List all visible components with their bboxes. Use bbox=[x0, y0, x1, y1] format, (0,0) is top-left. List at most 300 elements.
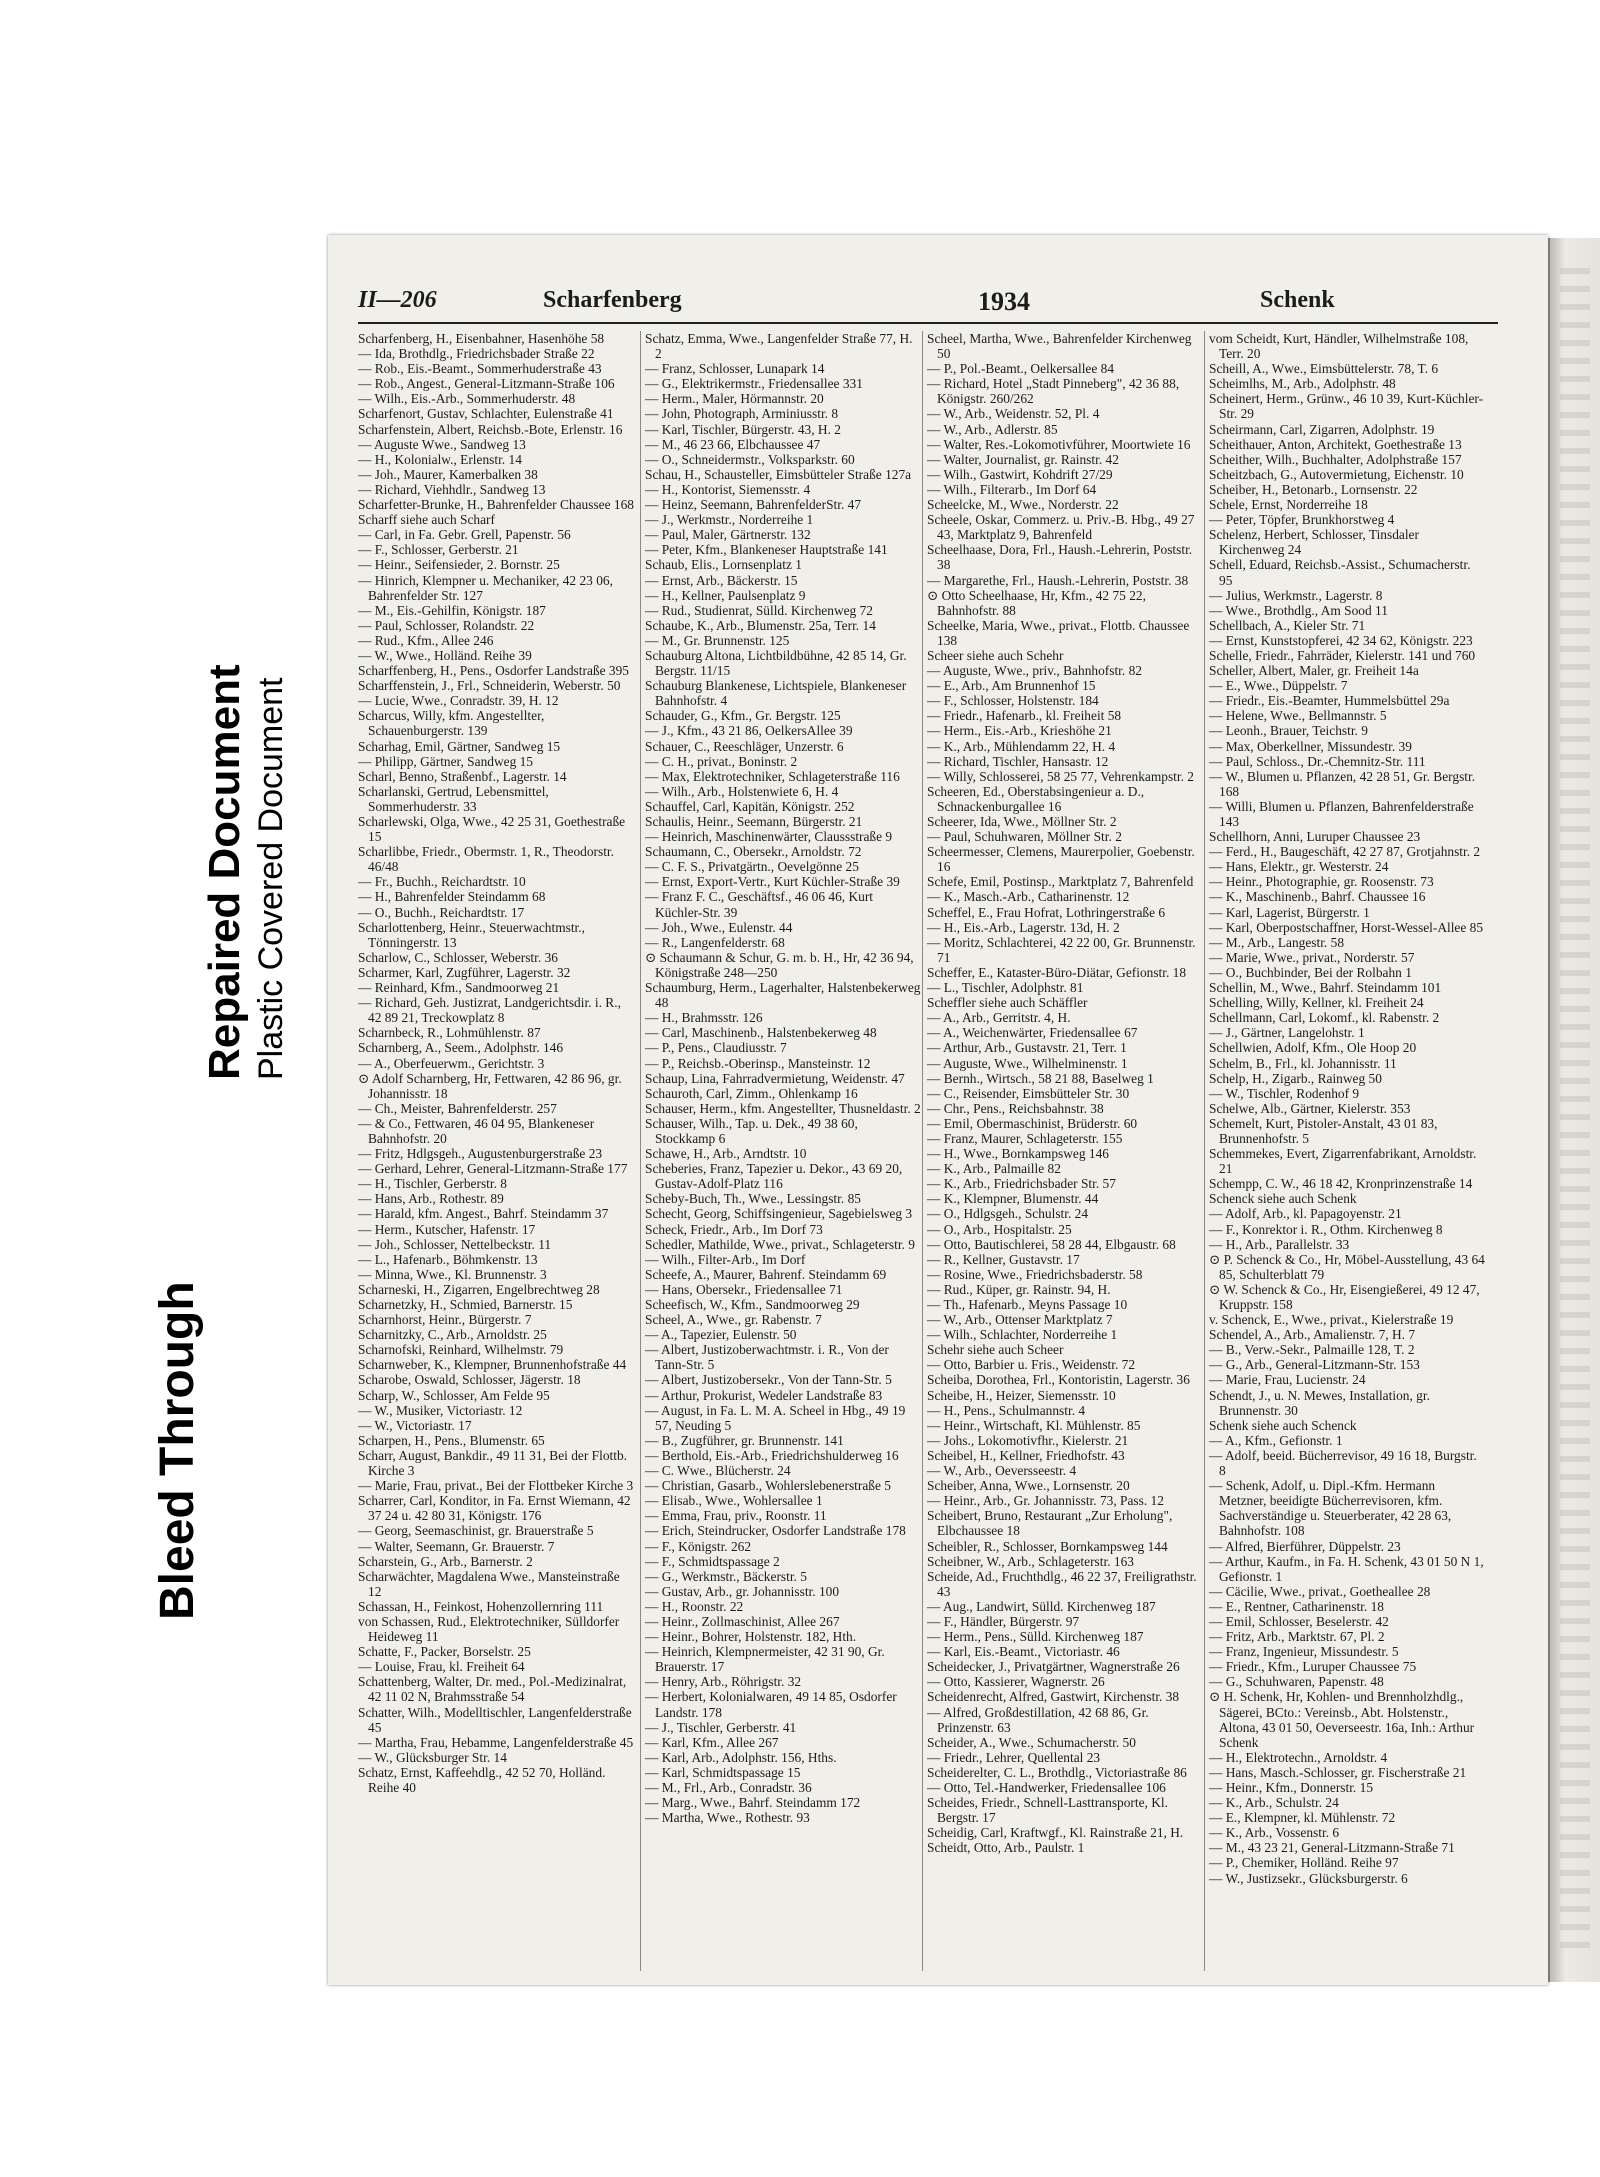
directory-entry: — Julius, Werkmstr., Lagerstr. 8 bbox=[1209, 587, 1383, 603]
directory-entry: — Emil, Schlosser, Beselerstr. 42 bbox=[1209, 1613, 1389, 1629]
directory-entry: Scharfenberg, H., Eisenbahner, Hasenhöhe 58 bbox=[358, 331, 605, 346]
directory-entry: Scheibler, R., Schlosser, Bornkampsweg 144 bbox=[927, 1538, 1168, 1554]
directory-entry: — Reinhard, Kfm., Sandmoorweg 21 bbox=[358, 980, 560, 996]
directory-entry: — A., Arb., Gerritstr. 4, H. bbox=[927, 1010, 1071, 1026]
directory-entry: ⊙ Schaumann & Schur, G. m. b. H., Hr, 42 36 94, Königstraße 248—250 bbox=[645, 949, 914, 980]
directory-entry: — & Co., Fettwaren, 46 04 95, Blankeneser Bahnhofstr. 20 bbox=[358, 1115, 595, 1146]
directory-entry: — Ernst, Export-Vertr., Kurt Küchler-Straße 39 bbox=[645, 874, 900, 890]
directory-entry: Scheck, Friedr., Arb., Im Dorf 73 bbox=[645, 1221, 823, 1237]
directory-entry: Schellhorn, Anni, Luruper Chaussee 23 bbox=[1209, 829, 1421, 845]
directory-entry: — C. Wwe., Blücherstr. 24 bbox=[645, 1463, 791, 1479]
directory-entry: Schemmekes, Evert, Zigarrenfabrikant, Arnoldstr. 21 bbox=[1209, 1146, 1477, 1177]
directory-entry: Scharlewski, Olga, Wwe., 42 25 31, Goethestraße 15 bbox=[358, 814, 626, 845]
directory-entry: — Martha, Frau, Hebamme, Langenfelderstraße 45 bbox=[358, 1734, 634, 1750]
directory-entry: — Hans, Obersekr., Friedensallee 71 bbox=[645, 1281, 843, 1297]
directory-entry: — W., Arb., Weidenstr. 52, Pl. 4 bbox=[927, 406, 1100, 422]
directory-entry: Scheelcke, M., Wwe., Norderstr. 22 bbox=[927, 497, 1119, 513]
directory-entry: — Bernh., Wirtsch., 58 21 88, Baselweg 1 bbox=[927, 1070, 1154, 1086]
directory-entry: — Marie, Frau, privat., Bei der Flottbeker Kirche 3 bbox=[358, 1478, 634, 1494]
directory-entry: v. Schenck, E., Wwe., privat., Kielerstraße 19 bbox=[1209, 1312, 1454, 1328]
directory-entry: — Rud., Kfm., Allee 246 bbox=[358, 632, 494, 648]
directory-entry: — O., Schneidermstr., Volksparkstr. 60 bbox=[645, 451, 855, 467]
directory-entry: Scheinert, Herm., Grünw., 46 10 39, Kurt-Küchler-Str. 29 bbox=[1209, 391, 1484, 422]
directory-entry: — Willi, Blumen u. Pflanzen, Bahrenfelderstraße 143 bbox=[1209, 798, 1474, 829]
directory-entry: — Fritz, Hdlgsgeh., Augustenburgerstraße 23 bbox=[358, 1146, 603, 1162]
directory-entry: — Adolf, Arb., kl. Papagoyenstr. 21 bbox=[1209, 1206, 1402, 1222]
directory-entry: — P., Pens., Claudiusstr. 7 bbox=[645, 1040, 787, 1056]
directory-entry: — Rud., Küper, gr. Rainstr. 94, H. bbox=[927, 1281, 1111, 1297]
directory-entry: — Wilh., Eis.-Arb., Sommerhuderstr. 48 bbox=[358, 391, 576, 407]
directory-entry: — Karl, Kfm., Allee 267 bbox=[645, 1734, 779, 1750]
directory-entry: Scheffer, E., Kataster-Büro-Diätar, Gefionstr. 18 bbox=[927, 964, 1187, 980]
directory-entry: Scheele, Oskar, Commerz. u. Priv.-B. Hbg., 49 27 43, Marktplatz 9, Bahrenfeld bbox=[927, 512, 1195, 543]
directory-entry: Scharff siehe auch Scharf bbox=[358, 512, 495, 528]
directory-entry: Scharnitzky, C., Arb., Arnoldstr. 25 bbox=[358, 1327, 547, 1343]
directory-entry: — Herm., Pens., Sülld. Kirchenweg 187 bbox=[927, 1629, 1144, 1645]
directory-entry: — E., Rentner, Catharinenstr. 18 bbox=[1209, 1598, 1384, 1614]
directory-entry: Scheimlhs, M., Arb., Adolphstr. 48 bbox=[1209, 376, 1396, 392]
directory-entry: Schaub, Elis., Lornsenplatz 1 bbox=[645, 557, 802, 573]
directory-entry: Schattenberg, Walter, Dr. med., Pol.-Medizinalrat, 42 11 02 N, Brahmsstraße 54 bbox=[358, 1674, 627, 1705]
directory-entry: Scheides, Friedr., Schnell-Lasttransporte, Kl. Bergstr. 17 bbox=[927, 1795, 1168, 1826]
directory-entry: — Richard, Geh. Justizrat, Landgerichtsdir. i. R., 42 89 21, Treckowplatz 8 bbox=[358, 995, 621, 1026]
header-rule bbox=[358, 322, 1498, 324]
directory-entry: — F., Konrektor i. R., Othm. Kirchenweg 8 bbox=[1209, 1221, 1443, 1237]
directory-entry: Scheill, A., Wwe., Eimsbüttelerstr. 78, T. 6 bbox=[1209, 361, 1439, 377]
directory-entry: — Heinr., Zollmaschinist, Allee 267 bbox=[645, 1613, 840, 1629]
directory-entry: vom Scheidt, Kurt, Händler, Wilhelmstraße 108, Terr. 20 bbox=[1209, 331, 1469, 362]
directory-entry: Scharwächter, Magdalena Wwe., Mansteinstraße 12 bbox=[358, 1568, 620, 1599]
directory-entry: — Peter, Kfm., Blankeneser Hauptstraße 141 bbox=[645, 542, 888, 558]
side-labels bbox=[150, 664, 310, 1680]
directory-entry: — Paul, Schlosser, Rolandstr. 22 bbox=[358, 617, 535, 633]
directory-entry: Scharfetter-Brunke, H., Bahrenfelder Chaussee 168 bbox=[358, 497, 634, 513]
directory-entry: Schatter, Wilh., Modelltischler, Langenfelderstraße 45 bbox=[358, 1704, 632, 1735]
directory-entry: — M., 43 23 21, General-Litzmann-Straße 71 bbox=[1209, 1840, 1455, 1856]
bleed-through-label: Bleed Through bbox=[151, 1281, 204, 1620]
directory-entry: Schemelt, Kurt, Pistoler-Anstalt, 43 01 83, Brunnenhofstr. 5 bbox=[1209, 1115, 1438, 1146]
directory-entry: — O., Hdlgsgeh., Schulstr. 24 bbox=[927, 1206, 1089, 1222]
directory-entry: — G., Arb., General-Litzmann-Str. 153 bbox=[1209, 1357, 1420, 1373]
directory-entry: — Cäcilie, Wwe., privat., Goetheallee 28 bbox=[1209, 1583, 1431, 1599]
directory-entry: Scheerer, Ida, Wwe., Möllner Str. 2 bbox=[927, 814, 1117, 829]
directory-entry: — F., Schlosser, Holstenstr. 184 bbox=[927, 693, 1099, 709]
directory-entry: Schaup, Lina, Fahrradvermietung, Weidenstr. 47 bbox=[645, 1070, 905, 1086]
directory-entry: — L., Hafenarb., Böhmkenstr. 13 bbox=[358, 1251, 538, 1267]
directory-entry: — Friedr., Eis.-Beamter, Hummelsbüttel 29a bbox=[1209, 693, 1450, 709]
directory-entry: Schellmann, Carl, Lokomf., kl. Rabenstr. 2 bbox=[1209, 1010, 1440, 1026]
directory-entry: Schauer, C., Reeschläger, Unzerstr. 6 bbox=[645, 738, 844, 754]
header-first-word: Scharfenberg bbox=[543, 287, 682, 313]
directory-entry: — Heinr., Arb., Gr. Johannisstr. 73, Pass. 12 bbox=[927, 1493, 1164, 1509]
header-last-word: Schenk bbox=[1260, 287, 1335, 313]
directory-entry: Schempp, C. W., 46 18 42, Kronprinzenstraße 14 bbox=[1209, 1176, 1473, 1192]
column-2 bbox=[640, 331, 921, 1971]
directory-entry: — Wilh., Arb., Holstenwiete 6, H. 4 bbox=[645, 783, 839, 799]
directory-entry: — Margarethe, Frl., Haush.-Lehrerin, Poststr. 38 bbox=[927, 572, 1189, 588]
directory-entry: — P., Reichsb.-Oberinsp., Mansteinstr. 12 bbox=[645, 1055, 871, 1071]
directory-entry: — Ch., Meister, Bahrenfelderstr. 257 bbox=[358, 1100, 557, 1116]
directory-entry: — Franz, Maurer, Schlageterstr. 155 bbox=[927, 1130, 1123, 1146]
directory-entry: Schatz, Ernst, Kaffeehdlg., 42 52 70, Holländ. Reihe 40 bbox=[358, 1764, 606, 1795]
directory-entry: Scheitzbach, G., Autovermietung, Eichenstr. 10 bbox=[1209, 466, 1464, 482]
directory-entry: Scheelke, Maria, Wwe., privat., Flottb. Chaussee 138 bbox=[927, 617, 1190, 648]
directory-entry: — Carl, in Fa. Gebr. Grell, Papenstr. 56 bbox=[358, 527, 571, 543]
directory-entry: Scheer siehe auch Schehr bbox=[927, 647, 1064, 663]
directory-entry: — F., Händler, Bürgerstr. 97 bbox=[927, 1613, 1080, 1629]
directory-entry: — Walter, Res.-Lokomotivführer, Moortwiete 16 bbox=[927, 436, 1191, 452]
directory-entry: Schehr siehe auch Scheer bbox=[927, 1342, 1064, 1358]
directory-entry: — Wilh., Filterarb., Im Dorf 64 bbox=[927, 481, 1097, 497]
directory-entry: Scheermesser, Clemens, Maurerpolier, Goebenstr. 16 bbox=[927, 844, 1195, 875]
directory-entry: ⊙ W. Schenck & Co., Hr, Eisengießerei, 49 12 47, Kruppstr. 158 bbox=[1209, 1281, 1480, 1312]
directory-entry: — W., Arb., Adlerstr. 85 bbox=[927, 421, 1058, 437]
page-header bbox=[358, 287, 1498, 325]
directory-entry: — F., Schlosser, Gerberstr. 21 bbox=[358, 542, 519, 558]
directory-entry: — Max, Oberkellner, Missundestr. 39 bbox=[1209, 738, 1412, 754]
directory-entry: — B., Zugführer, gr. Brunnenstr. 141 bbox=[645, 1432, 844, 1448]
directory-entry: Scharl, Benno, Straßenbf., Lagerstr. 14 bbox=[358, 768, 567, 784]
directory-entry: Scharnberg, A., Seem., Adolphstr. 146 bbox=[358, 1040, 564, 1056]
directory-entry: Scheefe, A., Maurer, Bahrenf. Steindamm 69 bbox=[645, 1266, 887, 1282]
directory-entry: Schaumann, C., Obersekr., Arnoldstr. 72 bbox=[645, 844, 862, 860]
directory-entry: Scharnweber, K., Klempner, Brunnenhofstraße 44 bbox=[358, 1357, 627, 1373]
directory-entry: Scheidt, Otto, Arb., Paulstr. 1 bbox=[927, 1840, 1085, 1856]
column-1 bbox=[358, 331, 634, 1971]
directory-entry: — C. H., privat., Boninstr. 2 bbox=[645, 753, 798, 769]
directory-entry: von Schassen, Rud., Elektrotechniker, Sülldorfer Heideweg 11 bbox=[358, 1613, 620, 1645]
directory-entry: Scharrer, Carl, Konditor, in Fa. Ernst Wiemann, 42 37 24 u. 42 80 31, Königstr. 176 bbox=[358, 1493, 631, 1524]
directory-entry: — Karl, Lagerist, Bürgerstr. 1 bbox=[1209, 904, 1370, 920]
directory-entry: — W., Wwe., Holländ. Reihe 39 bbox=[358, 647, 532, 663]
directory-entry: Schaube, K., Arb., Blumenstr. 25a, Terr. 14 bbox=[645, 617, 876, 633]
directory-entry: — W., Arb., Ottenser Marktplatz 7 bbox=[927, 1312, 1113, 1328]
directory-page bbox=[328, 235, 1548, 1985]
directory-entry: — Hans, Elektr., gr. Westerstr. 24 bbox=[1209, 859, 1389, 875]
directory-entry: — Alfred, Großdestillation, 42 68 86, Gr. Prinzenstr. 63 bbox=[927, 1704, 1149, 1735]
directory-entry: Scharmer, Karl, Zugführer, Lagerstr. 32 bbox=[358, 964, 571, 980]
directory-entry: — Philipp, Gärtner, Sandweg 15 bbox=[358, 753, 534, 769]
directory-entry: Scharobe, Oswald, Schlosser, Jägerstr. 18 bbox=[358, 1372, 581, 1388]
directory-entry: — Helene, Wwe., Bellmannstr. 5 bbox=[1209, 708, 1387, 724]
directory-entry: Schelm, B., Frl., kl. Johannisstr. 11 bbox=[1209, 1055, 1397, 1071]
directory-entry: — R., Langenfelderstr. 68 bbox=[645, 934, 785, 950]
directory-entry: ⊙ H. Schenk, Hr, Kohlen- und Brennholzhdlg., Sägerei, BCto.: Vereinsb., Abt. Holstenstr., Altona, 43 01 50, Oeverseestr. 16a, Inh.: Arthur Schenk bbox=[1209, 1689, 1475, 1750]
directory-entry: Scharnofski, Reinhard, Wilhelmstr. 79 bbox=[358, 1342, 564, 1358]
directory-entry: Scharp, W., Schlosser, Am Felde 95 bbox=[358, 1387, 550, 1403]
directory-entry: — Arthur, Arb., Gustavstr. 21, Terr. 1 bbox=[927, 1040, 1127, 1056]
directory-entry: Schelle, Friedr., Fahrräder, Kielerstr. 141 und 760 bbox=[1209, 647, 1476, 663]
directory-entry: Scheller, Albert, Maler, gr. Freiheit 14a bbox=[1209, 663, 1419, 679]
directory-entry: — K., Arb., Friedrichsbader Str. 57 bbox=[927, 1176, 1116, 1192]
header-year: 1934 bbox=[978, 287, 1030, 316]
directory-entry: — K., Masch.-Arb., Catharinenstr. 12 bbox=[927, 889, 1130, 905]
directory-entry: — Ernst, Arb., Bäckerstr. 15 bbox=[645, 572, 798, 588]
directory-entry: Scheider, A., Wwe., Schumacherstr. 50 bbox=[927, 1734, 1136, 1750]
directory-entry: — M., Arb., Langestr. 58 bbox=[1209, 934, 1345, 950]
directory-entry: — Rob., Eis.-Beamt., Sommerhuderstraße 43 bbox=[358, 361, 602, 377]
directory-entry: — Richard, Hotel „Stadt Pinneberg", 42 36 88, Königstr. 260/262 bbox=[927, 376, 1180, 407]
directory-entry: — A., Tapezier, Eulenstr. 50 bbox=[645, 1327, 797, 1343]
directory-entry: Scheby-Buch, Th., Wwe., Lessingstr. 85 bbox=[645, 1191, 861, 1207]
directory-columns bbox=[358, 331, 1498, 1971]
directory-entry: Schaumburg, Herm., Lagerhalter, Halstenbekerweg 48 bbox=[645, 980, 921, 1011]
directory-entry: — H., Eis.-Arb., Lagerstr. 13d, H. 2 bbox=[927, 919, 1120, 935]
directory-entry: Schauder, G., Kfm., Gr. Bergstr. 125 bbox=[645, 708, 841, 724]
directory-entry: — L., Tischler, Adolphstr. 81 bbox=[927, 980, 1084, 996]
directory-entry: Schenck siehe auch Schenk bbox=[1209, 1191, 1357, 1207]
directory-entry: — Lucie, Wwe., Conradstr. 39, H. 12 bbox=[358, 693, 559, 709]
directory-entry: — Franz, Ingenieur, Missundestr. 5 bbox=[1209, 1644, 1399, 1660]
directory-entry: — Franz F. C., Geschäftsf., 46 06 46, Kurt Küchler-Str. 39 bbox=[645, 889, 874, 920]
directory-entry: — Rosine, Wwe., Friedrichsbaderstr. 58 bbox=[927, 1266, 1143, 1282]
directory-entry: — Emil, Obermaschinist, Brüderstr. 60 bbox=[927, 1115, 1138, 1131]
directory-entry: Scharnhorst, Heinr., Bürgerstr. 7 bbox=[358, 1312, 532, 1328]
directory-entry: Scheibner, W., Arb., Schlageterstr. 163 bbox=[927, 1553, 1134, 1569]
directory-entry: — Alfred, Bierführer, Düppelstr. 23 bbox=[1209, 1538, 1401, 1554]
directory-entry: Scheidig, Carl, Kraftwgf., Kl. Rainstraße 21, H. bbox=[927, 1825, 1184, 1841]
directory-entry: — G., Elektrikermstr., Friedensallee 331 bbox=[645, 376, 863, 392]
directory-entry: — Erich, Steindrucker, Osdorfer Landstraße 178 bbox=[645, 1523, 906, 1539]
directory-entry: — K., Arb., Vossenstr. 6 bbox=[1209, 1825, 1340, 1841]
directory-entry: Schatte, F., Packer, Borselstr. 25 bbox=[358, 1644, 531, 1660]
directory-entry: — Leonh., Brauer, Teichstr. 9 bbox=[1209, 723, 1368, 739]
directory-entry: ⊙ Otto Scheelhaase, Hr, Kfm., 42 75 22, Bahnhofstr. 88 bbox=[927, 587, 1146, 618]
directory-entry: Schauburg Altona, Lichtbildbühne, 42 85 14, Gr. Bergstr. 11/15 bbox=[645, 647, 907, 679]
directory-entry: — Richard, Viehhdlr., Sandweg 13 bbox=[358, 481, 546, 497]
directory-entry: — Herm., Maler, Hörmannstr. 20 bbox=[645, 391, 824, 407]
directory-entry: — Martha, Wwe., Rothestr. 93 bbox=[645, 1810, 810, 1826]
directory-entry: Scharlibbe, Friedr., Obermstr. 1, R., Theodorstr. 46/48 bbox=[358, 844, 615, 875]
directory-entry: Schendel, A., Arb., Amalienstr. 7, H. 7 bbox=[1209, 1327, 1416, 1343]
directory-entry: Schellbach, A., Kieler Str. 71 bbox=[1209, 617, 1366, 633]
directory-entry: — Karl, Eis.-Beamt., Victoriastr. 46 bbox=[927, 1644, 1120, 1660]
directory-entry: Scheelhaase, Dora, Frl., Haush.-Lehrerin, Poststr. 38 bbox=[927, 542, 1193, 573]
directory-entry: — Auguste, Wwe., priv., Bahnhofstr. 82 bbox=[927, 663, 1142, 679]
directory-entry: — Elisab., Wwe., Wohlersallee 1 bbox=[645, 1493, 823, 1509]
directory-entry: Scharcus, Willy, kfm. Angestellter, Schauenburgerstr. 139 bbox=[358, 708, 545, 739]
directory-entry: Schauser, Herm., kfm. Angestellter, Thusneldastr. 2 bbox=[645, 1100, 921, 1116]
directory-entry: Schau, H., Schausteller, Eimsbütteler Straße 127a bbox=[645, 466, 912, 482]
directory-entry: — Paul, Schuhwaren, Möllner Str. 2 bbox=[927, 829, 1122, 845]
directory-entry: — A., Oberfeuerwm., Gerichtstr. 3 bbox=[358, 1055, 545, 1071]
directory-entry: — Gerhard, Lehrer, General-Litzmann-Straße 177 bbox=[358, 1161, 628, 1177]
directory-entry: Scheel, A., Wwe., gr. Rabenstr. 7 bbox=[645, 1312, 822, 1328]
directory-entry: — Heinr., Wirtschaft, Kl. Mühlenstr. 85 bbox=[927, 1417, 1141, 1433]
directory-entry: — Herbert, Kolonialwaren, 49 14 85, Osdorfer Landstr. 178 bbox=[645, 1689, 897, 1720]
directory-entry: — Auguste Wwe., Sandweg 13 bbox=[358, 436, 526, 452]
directory-entry: — Ida, Brothdlg., Friedrichsbader Straße 22 bbox=[358, 346, 595, 362]
directory-entry: Scharneski, H., Zigarren, Engelbrechtweg 28 bbox=[358, 1281, 600, 1297]
directory-entry: — E., Arb., Am Brunnenhof 15 bbox=[927, 678, 1096, 694]
directory-entry: — W., Tischler, Rodenhof 9 bbox=[1209, 1085, 1360, 1101]
directory-entry: — Ferd., H., Baugeschäft, 42 27 87, Grotjahnstr. 2 bbox=[1209, 844, 1481, 860]
directory-entry: Scheide, Ad., Fruchthdlg., 46 22 37, Freiligrathstr. 43 bbox=[927, 1568, 1197, 1599]
directory-entry: — A., Weichenwärter, Friedensallee 67 bbox=[927, 1025, 1138, 1041]
directory-entry: — Emma, Frau, priv., Roonstr. 11 bbox=[645, 1508, 827, 1524]
directory-entry: Scheibel, H., Kellner, Friedhofstr. 43 bbox=[927, 1447, 1125, 1463]
directory-entry: — H., Bahrenfelder Steindamm 68 bbox=[358, 889, 546, 905]
directory-entry: Schenk siehe auch Schenck bbox=[1209, 1417, 1357, 1433]
directory-entry: — A., Kfm., Gefionstr. 1 bbox=[1209, 1432, 1343, 1448]
directory-entry: Scheidenrecht, Alfred, Gastwirt, Kirchenstr. 38 bbox=[927, 1689, 1180, 1705]
directory-entry: — Auguste, Wwe., Wilhelminenstr. 1 bbox=[927, 1055, 1128, 1071]
page-number: II—206 bbox=[358, 287, 437, 313]
directory-entry: — Chr., Pens., Reichsbahnstr. 38 bbox=[927, 1100, 1104, 1116]
column-3 bbox=[922, 331, 1203, 1971]
directory-entry: — Heinr., Seifensieder, 2. Bornstr. 25 bbox=[358, 557, 560, 573]
directory-entry: — Arthur, Prokurist, Wedeler Landstraße 83 bbox=[645, 1387, 883, 1403]
directory-entry: Schaulis, Heinr., Seemann, Bürgerstr. 21 bbox=[645, 814, 863, 829]
directory-entry: — Willy, Schlosserei, 58 25 77, Vehrenkampstr. 2 bbox=[927, 768, 1194, 784]
directory-entry: — Peter, Töpfer, Brunkhorstweg 4 bbox=[1209, 512, 1395, 528]
directory-entry: — Otto, Tel.-Handwerker, Friedensallee 106 bbox=[927, 1780, 1166, 1795]
directory-entry: Scharpen, H., Pens., Blumenstr. 65 bbox=[358, 1432, 545, 1448]
directory-entry: — Arthur, Kaufm., in Fa. H. Schenk, 43 01 50 N 1, Gefionstr. 1 bbox=[1209, 1553, 1484, 1584]
directory-entry: — Karl, Schmidtspassage 15 bbox=[645, 1764, 801, 1780]
directory-entry: Scheeren, Ed., Oberstabsingenieur a. D., Schnackenburgallee 16 bbox=[927, 783, 1145, 814]
directory-entry: Schell, Eduard, Reichsb.-Assist., Schumacherstr. 95 bbox=[1209, 557, 1471, 588]
directory-entry: Schatz, Emma, Wwe., Langenfelder Straße 77, H. 2 bbox=[645, 331, 913, 362]
directory-entry: — Hinrich, Klempner u. Mechaniker, 42 23 06, Bahrenfelder Str. 127 bbox=[358, 572, 613, 603]
directory-entry: — P., Pol.-Beamt., Oelkersallee 84 bbox=[927, 361, 1115, 377]
directory-entry: — C., Reisender, Eimsbütteler Str. 30 bbox=[927, 1085, 1130, 1101]
directory-entry: Scharr, August, Bankdir., 49 11 31, Bei der Flottb. Kirche 3 bbox=[358, 1447, 627, 1479]
directory-entry: Schedler, Mathilde, Wwe., privat., Schlageterstr. 9 bbox=[645, 1236, 915, 1252]
directory-entry: Scheither, Wilh., Buchhalter, Adolphstraße 157 bbox=[1209, 451, 1462, 467]
directory-entry: — Rud., Studienrat, Sülld. Kirchenweg 72 bbox=[645, 602, 873, 618]
directory-entry: — H., Wwe., Bornkampsweg 146 bbox=[927, 1146, 1109, 1162]
directory-entry: Schauffel, Carl, Kapitän, Königstr. 252 bbox=[645, 798, 855, 814]
directory-entry: — Walter, Journalist, gr. Rainstr. 42 bbox=[927, 451, 1119, 467]
directory-entry: Schauburg Blankenese, Lichtspiele, Blankeneser Bahnhofstr. 4 bbox=[645, 678, 907, 709]
directory-entry: Schelp, H., Zigarb., Rainweg 50 bbox=[1209, 1070, 1382, 1086]
directory-entry: — Wilh., Filter-Arb., Im Dorf bbox=[645, 1251, 806, 1267]
directory-entry: — K., Arb., Palmaille 82 bbox=[927, 1161, 1061, 1177]
directory-entry: Schele, Ernst, Norderreihe 18 bbox=[1209, 497, 1368, 513]
directory-entry: Scharffenstein, J., Frl., Schneiderin, Weberstr. 50 bbox=[358, 678, 621, 694]
directory-entry: Scheel, Martha, Wwe., Bahrenfelder Kirchenweg 50 bbox=[927, 331, 1192, 362]
directory-entry: Schellwien, Adolf, Kfm., Ole Hoop 20 bbox=[1209, 1040, 1417, 1056]
directory-entry: — Louise, Frau, kl. Freiheit 64 bbox=[358, 1659, 525, 1675]
directory-entry: — Minna, Wwe., Kl. Brunnenstr. 3 bbox=[358, 1266, 547, 1282]
directory-entry: Scharstein, G., Arb., Barnerstr. 2 bbox=[358, 1553, 533, 1569]
directory-entry: — Henry, Arb., Röhrigstr. 32 bbox=[645, 1674, 802, 1690]
directory-entry: — G., Schuhwaren, Papenstr. 48 bbox=[1209, 1674, 1384, 1690]
directory-entry: — Joh., Wwe., Eulenstr. 44 bbox=[645, 919, 793, 935]
directory-entry: — Karl, Oberpostschaffner, Horst-Wessel-Allee 85 bbox=[1209, 919, 1484, 935]
directory-entry: — O., Buchh., Reichardtstr. 17 bbox=[358, 904, 525, 920]
directory-entry: — K., Arb., Mühlendamm 22, H. 4 bbox=[927, 738, 1116, 754]
next-page-edge bbox=[1548, 238, 1600, 1982]
directory-entry: — Herm., Eis.-Arb., Krieshöhe 21 bbox=[927, 723, 1112, 739]
directory-entry: — Otto, Kassierer, Wagnerstr. 26 bbox=[927, 1674, 1105, 1690]
directory-entry: — Friedr., Kfm., Luruper Chaussee 75 bbox=[1209, 1659, 1417, 1675]
directory-entry: — Schenk, Adolf, u. Dipl.-Kfm. Hermann Metzner, beeidigte Bücherrevisoren, kfm. Sachverständige u. Steuerberater, 42 28 63, Bahnhofstr. 108 bbox=[1209, 1478, 1452, 1539]
directory-entry: — Joh., Maurer, Kamerbalken 38 bbox=[358, 466, 538, 482]
directory-entry: — O., Arb., Hospitalstr. 25 bbox=[927, 1221, 1072, 1237]
directory-entry: Scharhag, Emil, Gärtner, Sandweg 15 bbox=[358, 738, 561, 754]
directory-entry: — Adolf, beeid. Bücherrevisor, 49 16 18, Burgstr. 8 bbox=[1209, 1447, 1477, 1479]
directory-entry: — Aug., Landwirt, Sülld. Kirchenweg 187 bbox=[927, 1598, 1156, 1614]
directory-entry: Scheiderelter, C. L., Brothdlg., Victoriastraße 86 bbox=[927, 1764, 1187, 1780]
directory-entry: — Richard, Tischler, Hansastr. 12 bbox=[927, 753, 1109, 769]
directory-entry: — Marg., Wwe., Bahrf. Steindamm 172 bbox=[645, 1795, 861, 1811]
directory-entry: Scheberies, Franz, Tapezier u. Dekor., 43 69 20, Gustav-Adolf-Platz 116 bbox=[645, 1161, 903, 1192]
directory-entry: — W., Arb., Oeversseestr. 4 bbox=[927, 1463, 1077, 1479]
directory-entry: — Heinrich, Maschinenwärter, Claussstraße 9 bbox=[645, 829, 893, 845]
directory-entry: — K., Arb., Schulstr. 24 bbox=[1209, 1795, 1339, 1811]
directory-entry: — W., Musiker, Victoriastr. 12 bbox=[358, 1402, 523, 1418]
directory-entry: — Heinr., Kfm., Donnerstr. 15 bbox=[1209, 1780, 1374, 1795]
directory-entry: — Heinr., Bohrer, Holstenstr. 182, Hth. bbox=[645, 1629, 857, 1645]
directory-entry: Scheiber, H., Betonarb., Lornsenstr. 22 bbox=[1209, 481, 1418, 497]
directory-entry: — H., Elektrotechn., Arnoldstr. 4 bbox=[1209, 1749, 1388, 1765]
directory-entry: ⊙ P. Schenck & Co., Hr, Möbel-Ausstellung, 43 64 85, Schulterblatt 79 bbox=[1209, 1251, 1485, 1282]
directory-entry: — Walter, Seemann, Gr. Brauerstr. 7 bbox=[358, 1538, 555, 1554]
directory-entry: — M., 46 23 66, Elbchaussee 47 bbox=[645, 436, 821, 452]
repaired-document-label: Repaired Document bbox=[200, 664, 249, 1080]
directory-entry: Scheiber, Anna, Wwe., Lornsenstr. 20 bbox=[927, 1478, 1130, 1494]
directory-entry: Scheffler siehe auch Schäffler bbox=[927, 995, 1088, 1011]
directory-entry: — E., Wwe., Düppelstr. 7 bbox=[1209, 678, 1348, 694]
directory-entry: — F., Königstr. 262 bbox=[645, 1538, 752, 1554]
directory-entry: — H., Kellner, Paulsenplatz 9 bbox=[645, 587, 806, 603]
directory-entry: — Karl, Arb., Adolphstr. 156, Hths. bbox=[645, 1749, 837, 1765]
column-4 bbox=[1204, 331, 1485, 1971]
directory-entry: — Heinrich, Klempnermeister, 42 31 90, Gr. Brauerstr. 17 bbox=[645, 1644, 885, 1675]
directory-entry: Scheibe, H., Heizer, Siemensstr. 10 bbox=[927, 1387, 1116, 1403]
directory-entry: Scharfenstein, Albert, Reichsb.-Bote, Erlenstr. 16 bbox=[358, 421, 623, 437]
directory-entry: — Christian, Gasarb., Wohlerslebenerstraße 5 bbox=[645, 1478, 891, 1494]
directory-entry: — Paul, Schloss., Dr.-Chemnitz-Str. 111 bbox=[1209, 753, 1426, 769]
directory-entry: — Berthold, Eis.-Arb., Friedrichshulderweg 16 bbox=[645, 1447, 899, 1463]
directory-entry: Schassan, H., Feinkost, Hohenzollernring 111 bbox=[358, 1598, 604, 1614]
directory-entry: — Herm., Kutscher, Hafenstr. 17 bbox=[358, 1221, 536, 1237]
directory-entry: — C. F. S., Privatgärtn., Oevelgönne 25 bbox=[645, 859, 859, 875]
directory-entry: — Franz, Schlosser, Lunapark 14 bbox=[645, 361, 825, 377]
directory-entry: Scharlow, C., Schlosser, Weberstr. 36 bbox=[358, 949, 558, 965]
directory-entry: — Heinr., Photographie, gr. Roosenstr. 73 bbox=[1209, 874, 1434, 890]
directory-entry: — Max, Elektrotechniker, Schlageterstraße 116 bbox=[645, 768, 900, 784]
directory-entry: — H., Tischler, Gerberstr. 8 bbox=[358, 1176, 507, 1192]
directory-entry: — Friedr., Lehrer, Quellental 23 bbox=[927, 1749, 1101, 1765]
directory-entry: — H., Roonstr. 22 bbox=[645, 1598, 744, 1614]
directory-entry: — Wwe., Brothdlg., Am Sood 11 bbox=[1209, 602, 1388, 618]
directory-entry: — W., Victoriastr. 17 bbox=[358, 1417, 472, 1433]
directory-entry: — W., Glücksburger Str. 14 bbox=[358, 1749, 507, 1765]
directory-entry: — M., Frl., Arb., Conradstr. 36 bbox=[645, 1780, 812, 1795]
directory-entry: — J., Tischler, Gerberstr. 41 bbox=[645, 1719, 797, 1735]
directory-entry: — Otto, Barbier u. Fris., Weidenstr. 72 bbox=[927, 1357, 1136, 1373]
directory-entry: — G., Werkmstr., Bäckerstr. 5 bbox=[645, 1568, 807, 1584]
directory-entry: — Fritz, Arb., Marktstr. 67, Pl. 2 bbox=[1209, 1629, 1385, 1645]
directory-entry: Scharnbeck, R., Lohmühlenstr. 87 bbox=[358, 1025, 541, 1041]
directory-entry: — August, in Fa. L. M. A. Scheel in Hbg., 49 19 57, Neuding 5 bbox=[645, 1402, 906, 1433]
directory-entry: — Otto, Bautischlerei, 58 28 44, Elbgaustr. 68 bbox=[927, 1236, 1176, 1252]
directory-entry: — M., Gr. Brunnenstr. 125 bbox=[645, 632, 790, 648]
directory-entry: — Th., Hafenarb., Meyns Passage 10 bbox=[927, 1297, 1128, 1312]
directory-entry: — W., Blumen u. Pflanzen, 42 28 51, Gr. Bergstr. 168 bbox=[1209, 768, 1476, 799]
directory-entry: — Wilh., Schlachter, Norderreihe 1 bbox=[927, 1327, 1118, 1343]
directory-entry: Schawe, H., Arb., Arndtstr. 10 bbox=[645, 1146, 807, 1162]
directory-entry: — Ernst, Kunststopferei, 42 34 62, Königstr. 223 bbox=[1209, 632, 1473, 648]
directory-entry: — Johs., Lokomotivfhr., Kielerstr. 21 bbox=[927, 1432, 1129, 1448]
directory-entry: — Gustav, Arb., gr. Johannisstr. 100 bbox=[645, 1583, 840, 1599]
directory-entry: — Rob., Angest., General-Litzmann-Straße 106 bbox=[358, 376, 615, 392]
directory-entry: — Albert, Justizoberwachtmstr. i. R., Von der Tann-Str. 5 bbox=[645, 1342, 889, 1373]
directory-entry: — Paul, Maler, Gärtnerstr. 132 bbox=[645, 527, 811, 543]
